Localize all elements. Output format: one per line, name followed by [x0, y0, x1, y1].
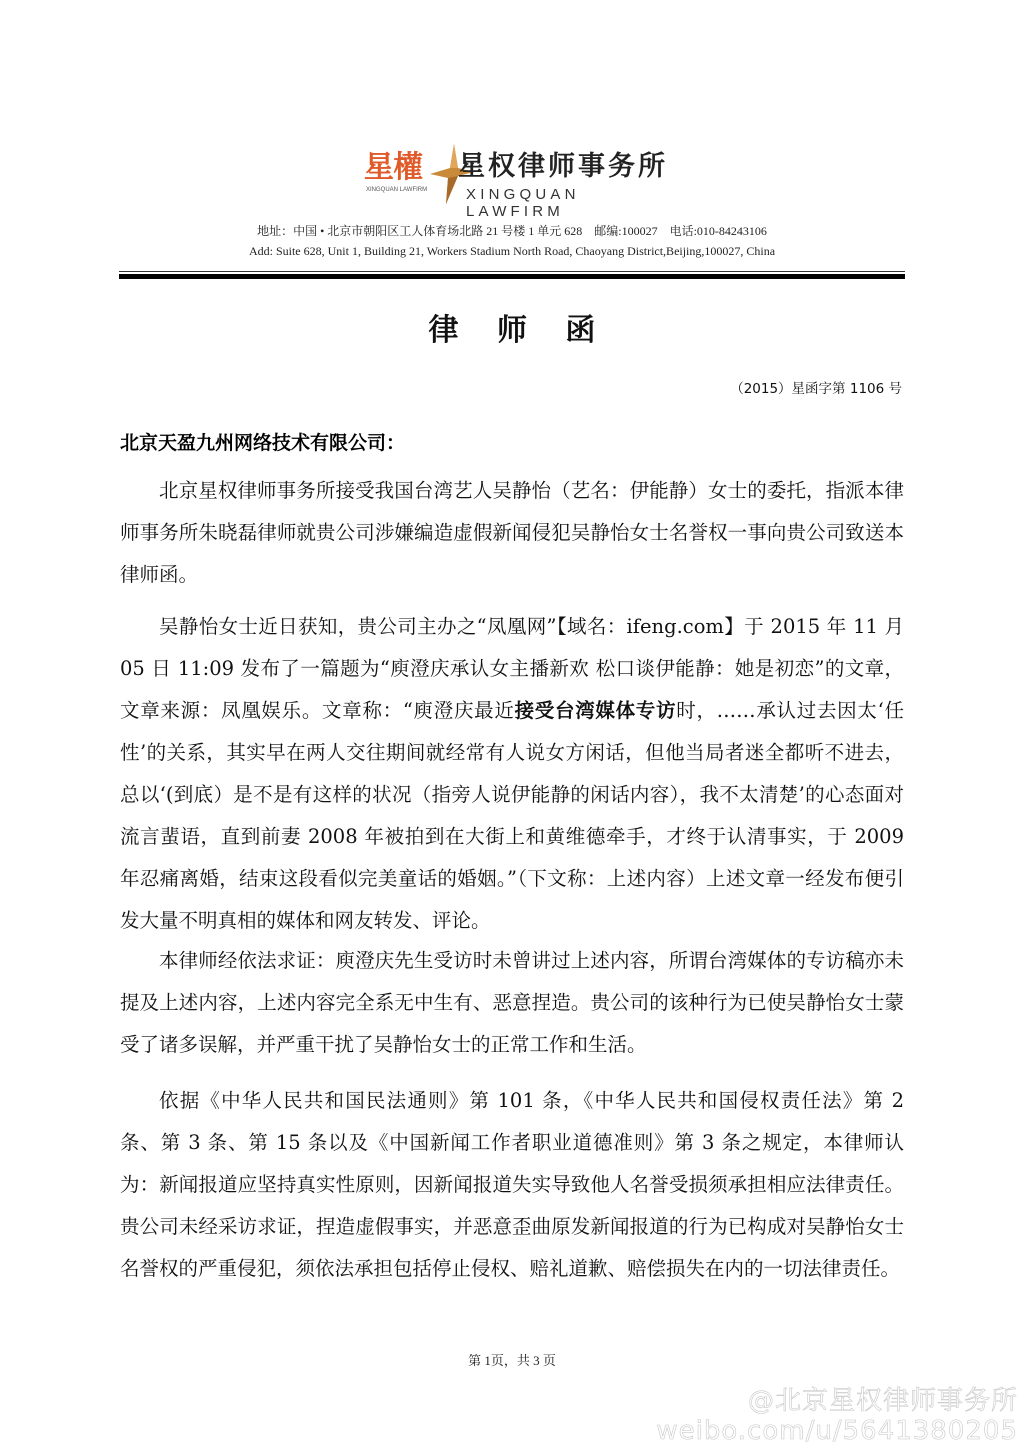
paragraph-3: 本律师经依法求证：庾澄庆先生受访时未曾讲过上述内容，所谓台湾媒体的专访稿亦未提及上述内容，上述内容完全系无中生有、恶意捏造。贵公司的该种行为已使吴静怡女士蒙受了诸多误解，并严重干扰了吴静怡女士的正常工作和生活。 — [120, 949, 904, 1056]
firm-name-chinese: 星权律师事务所 — [458, 151, 668, 182]
firm-logo — [362, 146, 672, 220]
watermark-url: weibo.com/u/5641380205 — [656, 1416, 1018, 1446]
logo-mark-chinese: 星權 — [364, 150, 422, 185]
logo-mark-english: XINGQUAN LAWFIRM — [366, 187, 428, 193]
paragraph-2-text-before: 吴静怡女士近日获知，贵公司主办之“凤凰网”【域名：ifeng.com】于 2015 年 11 月 05 日 11:09 发布了一篇题为“庾澄庆承认女主播新欢 松口谈伊能静：她是初恋”的文章，文章来源：凤凰娱乐。文章称：“庾澄庆最近 — [120, 615, 904, 722]
watermark-account: @北京星权律师事务所 — [747, 1386, 1018, 1416]
logo-mark — [362, 150, 472, 210]
header-rule-thin — [119, 271, 905, 272]
paragraph-2-text-after: 时，……承认过去因太‘任性’的关系，其实早在两人交往期间就经常有人说女方闲话，但他当局者迷全都听不进去，总以‘(到底）是不是有这样的状况（指旁人说伊能静的闲话内容），我不太清楚’的心态面对流言蜚语，直到前妻 2008 年被拍到在大街上和黄维德牵手，才终于认清事实，于 2009 年忍痛离婚，结束这段看似完美童话的婚姻。”（下文称：上述内容）上述文章一经发布便引发大量不明真相的媒体和网友转发、评论。 — [120, 699, 904, 932]
paragraph-2 — [120, 606, 904, 942]
paragraph-4: 依据《中华人民共和国民法通则》第 101 条，《中华人民共和国侵权责任法》第 2 条、第 3 条、第 15 条以及《中国新闻工作者职业道德准则》第 3 条之规定，本律师认为：新闻报道应坚持真实性原则，因新闻报道失实导致他人名誉受损须承担相应法律责任。贵公司未经采访求证，捏造虚假事实，并恶意歪曲原发新闻报道的行为已构成对吴静怡女士名誉权的严重侵犯，须依法承担包括停止侵权、赔礼道歉、赔偿损失在内的一切法律责任。 — [120, 1089, 904, 1280]
addressee: 北京天盈九州网络技术有限公司： — [120, 432, 406, 454]
weibo-watermark — [656, 1386, 1018, 1446]
firm-name-english: XINGQUAN LAWFIRM — [466, 186, 580, 220]
paragraph-2-bold-text: 接受台湾媒体专访 — [514, 699, 677, 722]
reference-number: （2015）星函字第 1106 号 — [730, 381, 902, 397]
address-chinese: 地址：中国 • 北京市朝阳区工人体育场北路 21 号楼 1 单元 628 邮编:100027 电话:010-84243106 — [257, 224, 767, 238]
paragraph-1: 北京星权律师事务所接受我国台湾艺人吴静怡（艺名：伊能静）女士的委托，指派本律师事务所朱晓磊律师就贵公司涉嫌编造虚假新闻侵犯吴静怡女士名誉权一事向贵公司致送本律师函。 — [120, 479, 904, 586]
header-rule-thick — [119, 274, 905, 279]
address-english: Add: Suite 628, Unit 1, Building 21, Workers Stadium North Road, Chaoyang District,Beijing,100027, China — [248, 244, 776, 258]
document-title: 律 师 函 — [428, 313, 610, 348]
page-number: 第 1页，共 3 页 — [468, 1353, 556, 1368]
